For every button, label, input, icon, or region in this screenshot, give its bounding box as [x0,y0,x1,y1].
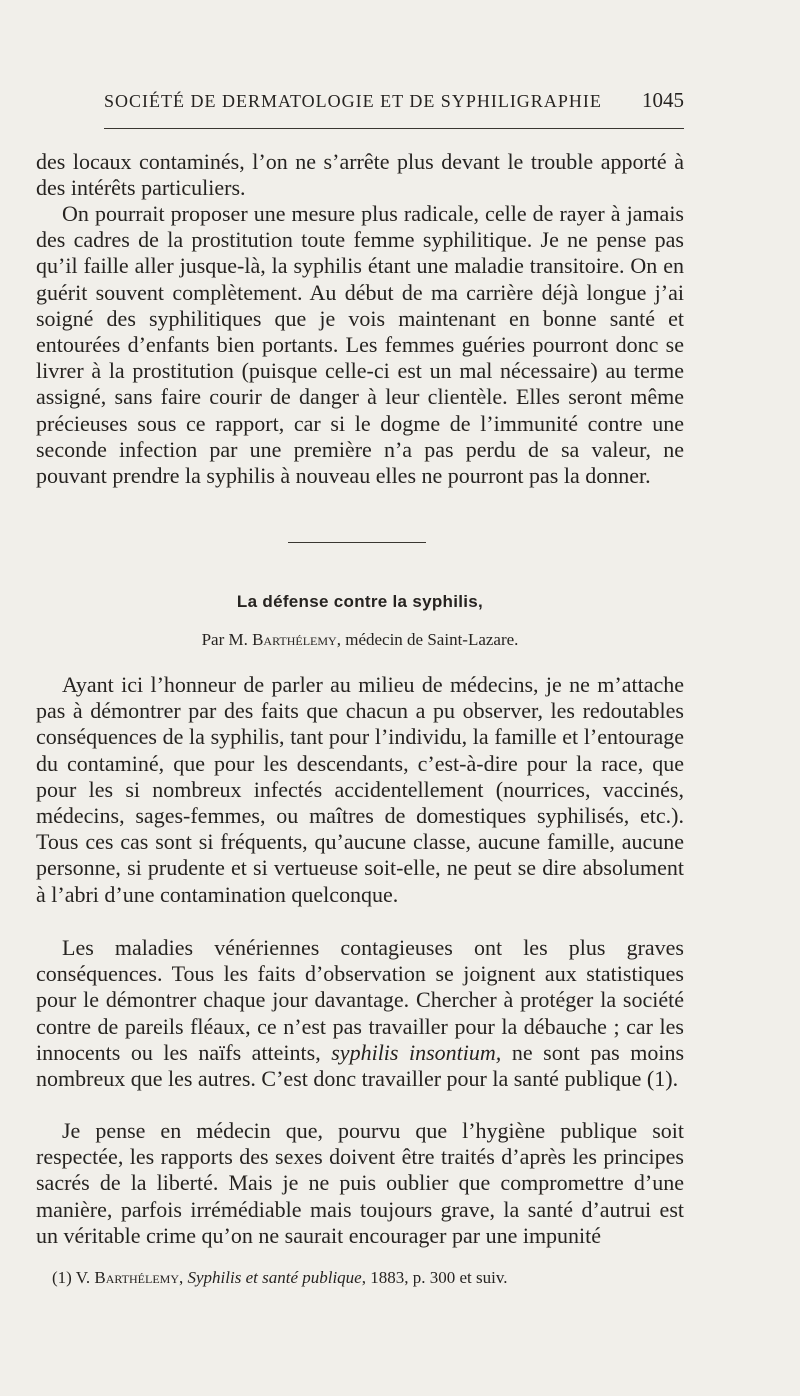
footnote-title: Syphilis et santé publique [187,1268,362,1287]
article-byline [36,630,684,650]
p4-italic-term: syphilis insontium, [331,1039,502,1065]
footnote-author: Barthélemy [94,1268,179,1287]
p4-text-b: ne sont pas moins nombreux que les autres. C’est donc travailler pour la santé publique (1). [36,1039,685,1092]
paragraph-consequences: Ayant ici l’honneur de parler au milieu de médecins, je ne m’attache pas à démontrer par des faits que chacun a pu observer, les redoutables conséquences de la syphilis, tant pour l’individu, la famille et l’entourage du contaminé, que pour les descendants, c’est-à-dire pour la race, que pour les si nombreux infectés accidentellement (nourrices, vaccinés, médecins, sages-femmes, ou maîtres de domestiques syphilisés, etc.). Tous ces cas sont si fréquents, qu’aucune classe, aucune famille, aucune personne, si prudente et si vertueuse soit-elle, ne peut se dire absolument à l’abri d’une contamination quelconque. [36,672,684,907]
footnote-marker: (1) [52,1268,72,1287]
p4-text-a: Les maladies vénériennes contagieuses ont les plus graves conséquences. Tous les faits d’observation se joignent aux statistiques pour le démontrer chaque jour davantage. Chercher à protéger la société contre de pareils fléaux, ce n’est pas travailler pour la débauche ; car les innocents ou les naïfs atteints, [36,935,684,1065]
running-title: SOCIÉTÉ DE DERMATOLOGIE ET DE SYPHILIGRAPHIE [104,91,602,111]
paragraph-liberty: Je pense en médecin que, pourvu que l’hygiène publique soit respectée, les rapports des sexes doivent être traités d’après les principes sacrés de la liberté. Mais je ne puis oublier que compromettre d’une manière, parfois irrémédiable mais toujours grave, la santé d’autrui est un véritable crime qu’on ne saurait encourager par une impunité [36,1118,684,1248]
footnote-prefix: V. [75,1268,91,1287]
byline-author: Barthélemy [252,630,337,649]
page-number: 1045 [642,88,684,112]
paragraph-radical-measure: On pourrait proposer une mesure plus radicale, celle de rayer à jamais des cadres de la prostitution toute femme syphilitique. Je ne pense pas qu’il faille aller jusque-là, la syphilis étant une maladie transitoire. On en guérit souvent complètement. Au début de ma carrière déjà longue j’ai soigné des syphilitiques que je vois maintenant en bonne santé et entourées d’enfants bien portants. Les femmes guéries pourront donc se livrer à la prostitution (puisque celle-ci est un mal nécessaire) au terme assigné, sans faire courir de danger à leur clientèle. Elles seront même précieuses sous ce rapport, car si le dogme de l’immunité contre une seconde infection par une première n’a pas perdu de sa valeur, ne pouvant prendre la syphilis à nouveau elles ne pourront pas la donner. [36,201,684,489]
paragraph-venereal-diseases [36,935,684,1092]
article-title: La défense contre la syphilis, [236,592,484,611]
section-separator [288,542,426,543]
header-rule [104,128,684,129]
byline-prefix: Par M. [201,630,248,649]
footnote-rest: , 1883, p. 300 et suiv. [361,1268,508,1287]
byline-suffix: , médecin de Saint-Lazare. [336,630,519,649]
paragraph-continuation: des locaux contaminés, l’on ne s’arrête plus devant le trouble apporté à des intérêts particuliers. [36,149,684,201]
footnote: (1) V. Barthélemy, Syphilis et santé publique, 1883, p. 300 et suiv. [52,1268,508,1287]
running-header [104,88,684,118]
